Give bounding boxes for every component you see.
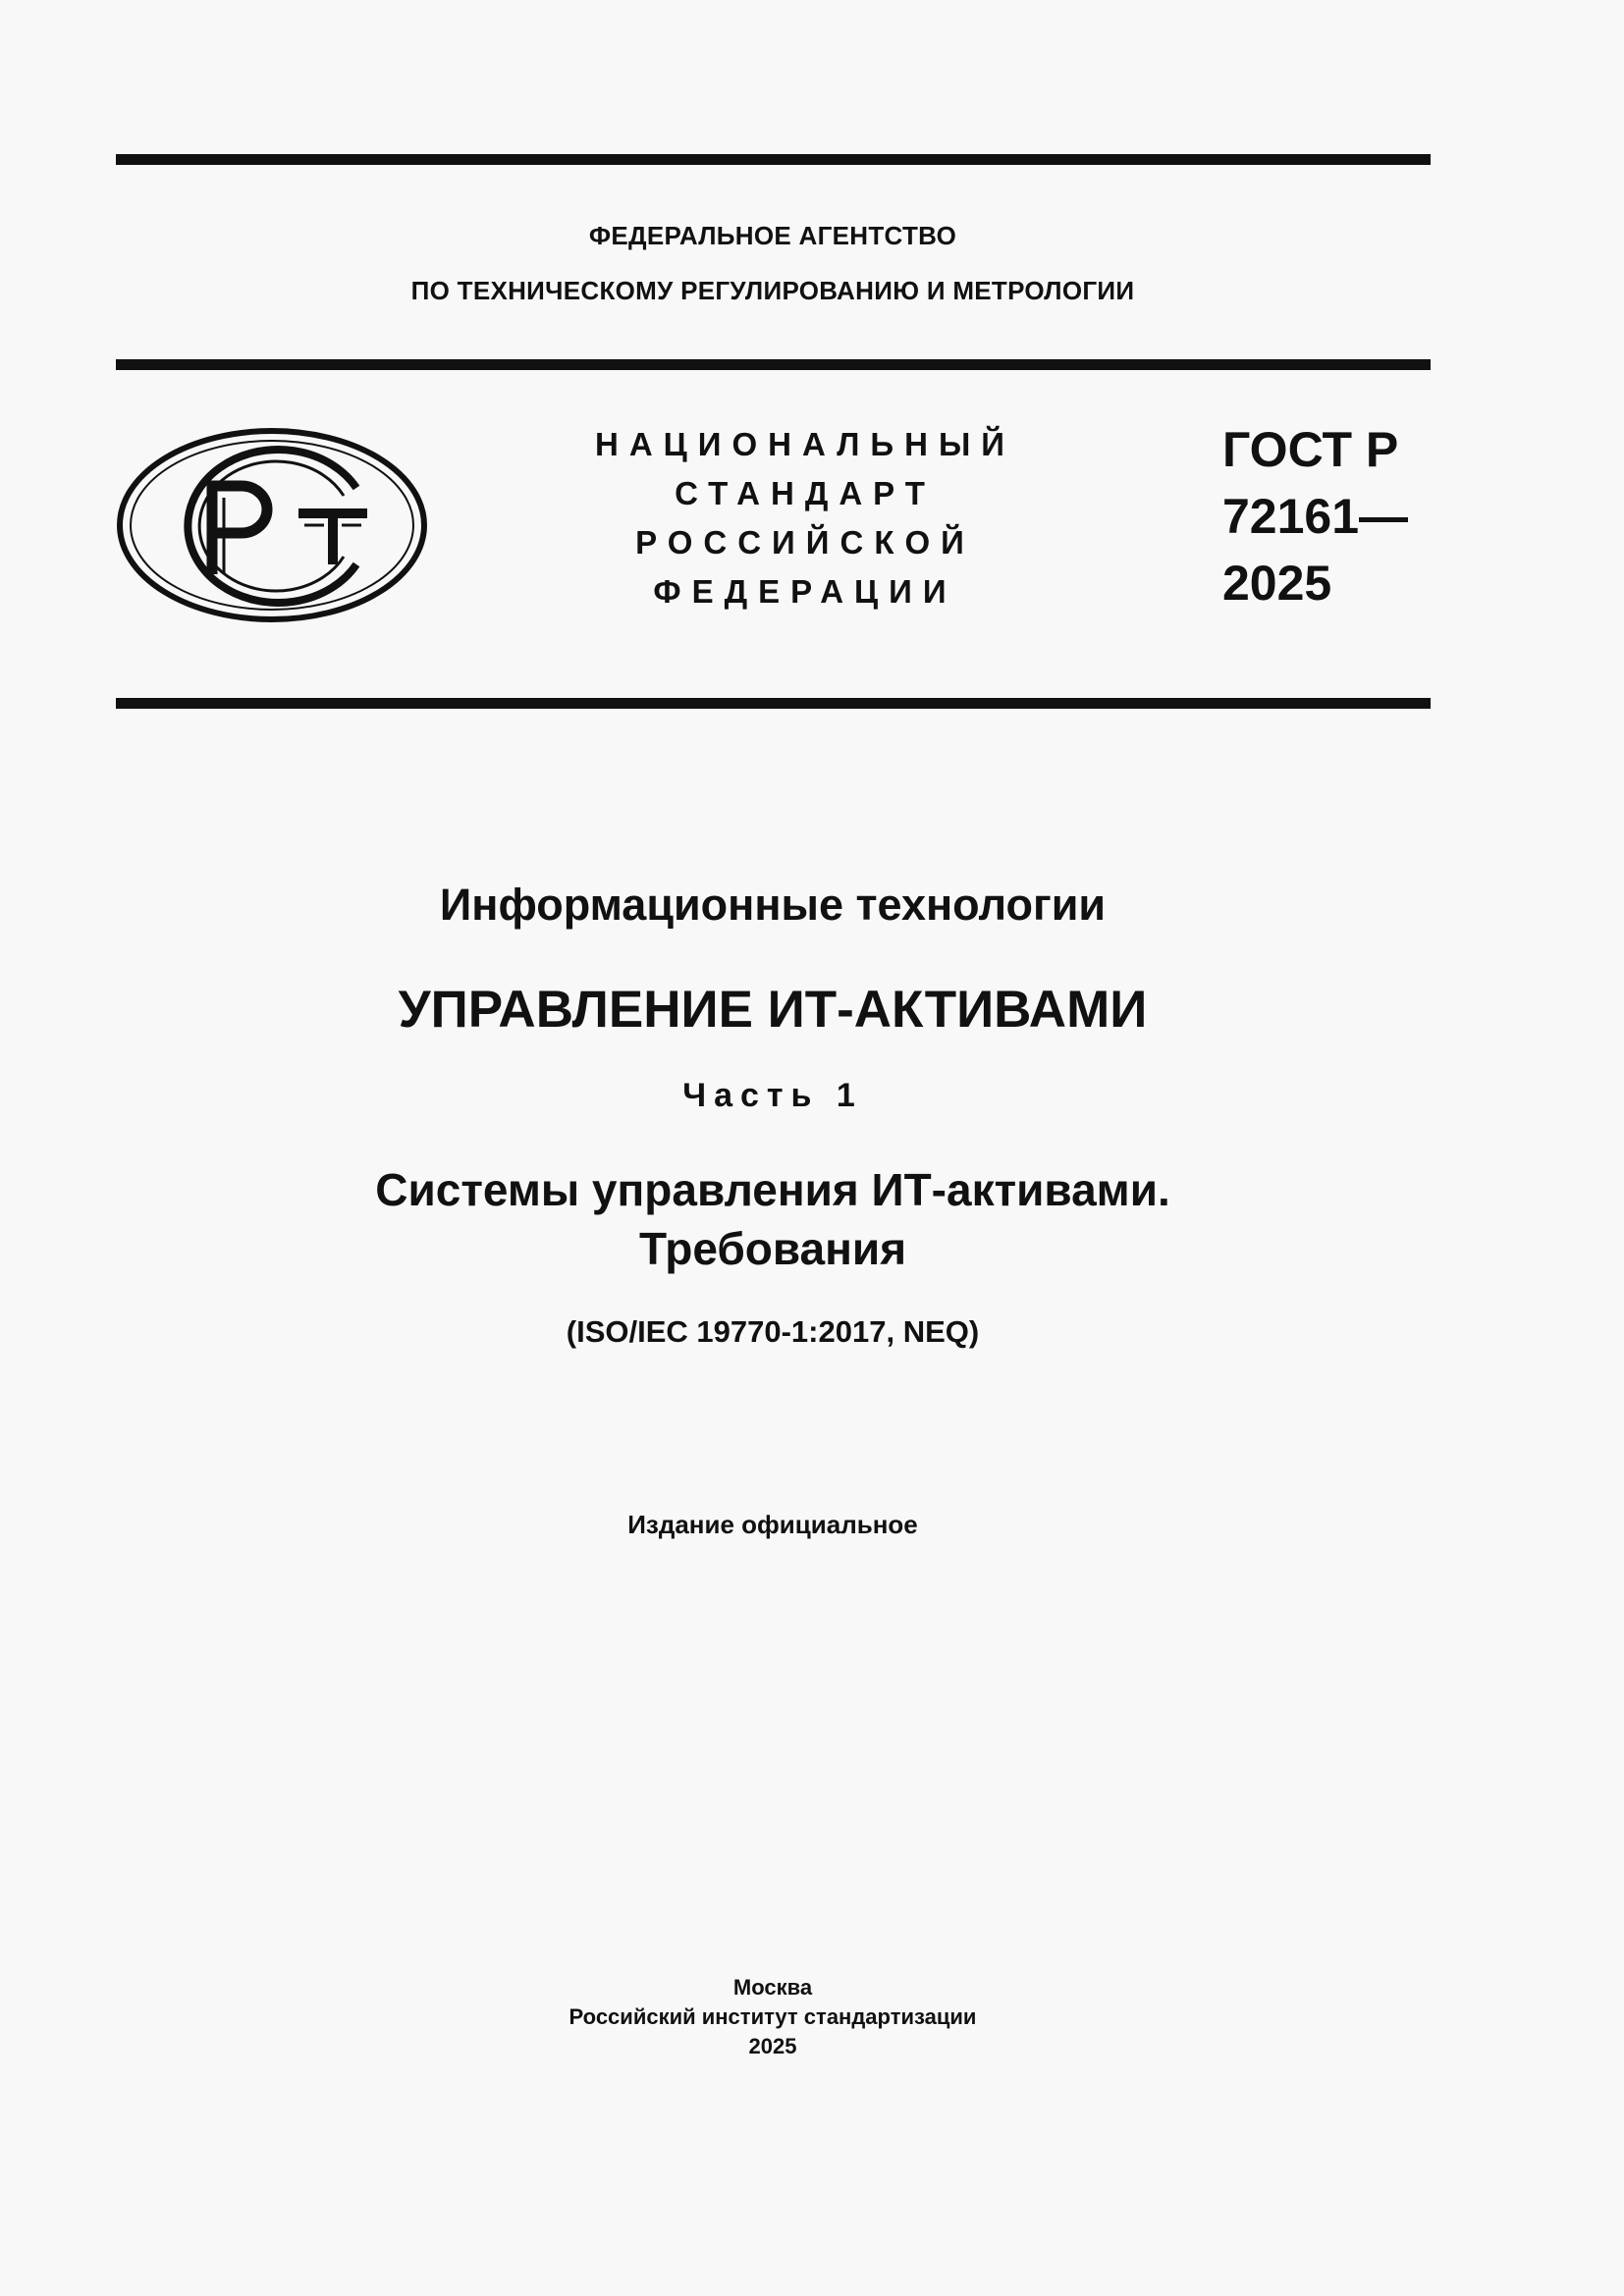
- document-subtitle-line-2: Требования: [638, 1223, 907, 1274]
- rst-gost-mark-icon: [116, 427, 428, 623]
- international-reference: (ISO/IEC 19770-1:2017, NEQ): [566, 1314, 980, 1349]
- document-title: УПРАВЛЕНИЕ ИТ-АКТИВАМИ: [398, 981, 1148, 1039]
- standard-number-line-2: 72161—: [1222, 489, 1409, 544]
- standard-type-line-2: СТАНДАРТ: [675, 475, 936, 511]
- document-subject: Информационные технологии: [439, 880, 1107, 930]
- header-rule: [116, 359, 1431, 370]
- document-part: Часть 1: [682, 1077, 863, 1114]
- edition-label: Издание официальное: [627, 1510, 918, 1539]
- imprint-year: 2025: [748, 2034, 797, 2058]
- standard-rule: [116, 698, 1431, 709]
- standard-number-line-3: 2025: [1222, 556, 1332, 611]
- imprint-publisher: Российский институт стандартизации: [568, 2004, 977, 2029]
- imprint-city: Москва: [732, 1975, 813, 2000]
- document-subtitle-line-1: Системы управления ИТ-активами.: [375, 1164, 1170, 1215]
- standard-number-line-1: ГОСТ Р: [1222, 422, 1399, 477]
- agency-name-line-1: ФЕДЕРАЛЬНОЕ АГЕНТСТВО: [588, 221, 957, 250]
- top-rule: [116, 154, 1431, 165]
- standard-type-line-4: ФЕДЕРАЦИИ: [653, 573, 957, 610]
- standard-type-line-3: РОССИЙСКОЙ: [635, 524, 975, 561]
- standard-type-line-1: НАЦИОНАЛЬНЫЙ: [595, 426, 1015, 462]
- agency-name-line-2: ПО ТЕХНИЧЕСКОМУ РЕГУЛИРОВАНИЮ И МЕТРОЛОГИИ: [410, 276, 1135, 305]
